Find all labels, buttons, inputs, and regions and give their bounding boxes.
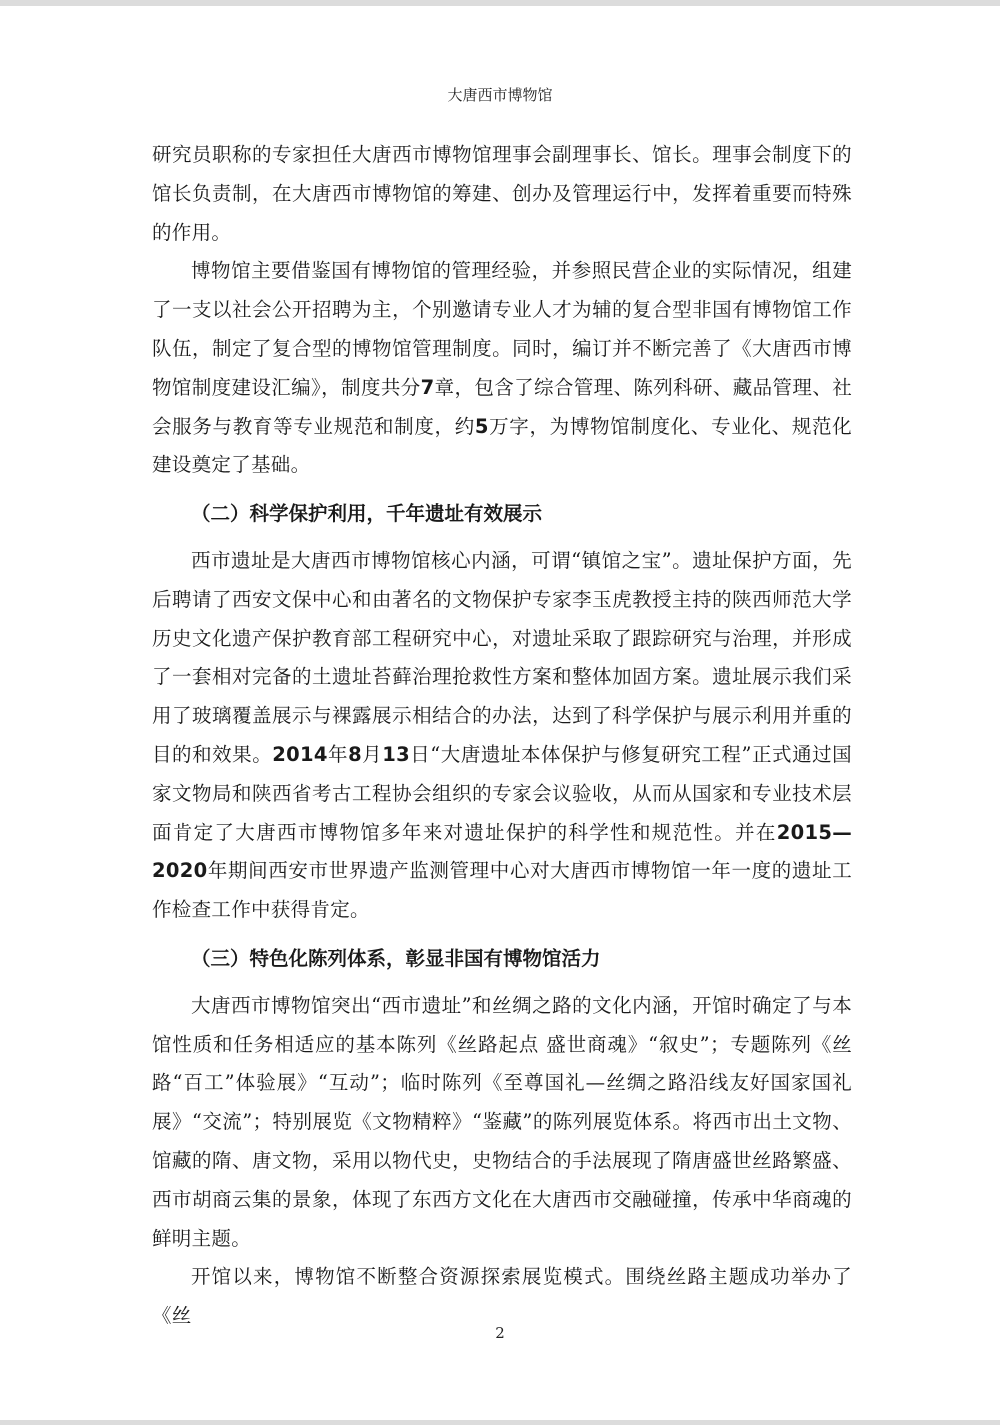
date-day: 13 xyxy=(382,742,410,766)
paragraph-1: 研究员职称的专家担任大唐西市博物馆理事会副理事长、馆长。理事会制度下的馆长负责制，在大唐西市博物馆的筹建、创办及管理运行中，发挥着重要而特殊的作用。 xyxy=(152,143,852,244)
section-heading-3: （三）特色化陈列体系，彰显非国有博物馆活力 xyxy=(191,946,601,970)
running-header: 大唐西市博物馆 xyxy=(447,86,553,104)
section-heading-2: （二）科学保护利用，千年遗址有效展示 xyxy=(191,502,543,526)
year-range: 2015—2020 xyxy=(152,820,852,883)
chapter-count: 7 xyxy=(420,375,435,399)
page-number: 2 xyxy=(495,1324,505,1342)
paragraph-4: 大唐西市博物馆突出“西市遗址”和丝绸之路的文化内涵，开馆时确定了与本馆性质和任务相适应的基本陈列《丝路起点 盛世商魂》“叙史”；专题陈列《丝路“百工”体验展》“互动”；临时陈列《至尊国礼—丝绸之路沿线友好国家国礼展》“交流”；特别展览《文物精粹》“鉴藏”的陈列展览体系。将西市出土文物、馆藏的隋、唐文物，采用以物代史，史物结合的手法展现了隋唐盛世丝路繁盛、西市胡商云集的景象，体现了东西方文化在大唐西市交融碰撞，传承中华商魂的鲜明主题。 xyxy=(152,993,852,1250)
word-count: 5 xyxy=(474,414,489,438)
paragraph-3: 西市遗址是大唐西市博物馆核心内涵，可谓“镇馆之宝”。遗址保护方面，先后聘请了西安文保中心和由著名的文物保护专家李玉虎教授主持的陕西师范大学历史文化遗产保护教育部工程研究中心，对遗址采取了跟踪研究与治理，并形成了一套相对完备的土遗址苔藓治理抢救性方案和整体加固方案。遗址展示我们采用了玻璃覆盖展示与裸露展示相结合的办法，达到了科学保护与展示利用并重的目的和效果。2014年8月13日“大唐遗址本体保护与修复研究工程”正式通过国家文物局和陕西省考古工程协会组织的专家会议验收，从而从国家和专业技术层面肯定了大唐西市博物馆多年来对遗址保护的科学性和规范性。并在2015—2020年期间西安市世界遗产监测管理中心对大唐西市博物馆一年一度的遗址工作检查工作中获得肯定。 xyxy=(152,548,852,922)
date-month: 8 xyxy=(348,742,362,766)
document-page xyxy=(0,6,1000,1420)
date-year: 2014 xyxy=(272,742,328,766)
paragraph-5: 开馆以来，博物馆不断整合资源探索展览模式。围绕丝路主题成功举办了《丝 xyxy=(152,1265,852,1328)
document-body xyxy=(152,136,852,1336)
paragraph-2: 博物馆主要借鉴国有博物馆的管理经验，并参照民营企业的实际情况，组建了一支以社会公开招聘为主，个别邀请专业人才为辅的复合型非国有博物馆工作队伍，制定了复合型的博物馆管理制度。同时，编订并不断完善了《大唐西市博物馆制度建设汇编》，制度共分7章，包含了综合管理、陈列科研、藏品管理、社会服务与教育等专业规范和制度，约5万字，为博物馆制度化、专业化、规范化建设奠定了基础。 xyxy=(152,259,853,477)
